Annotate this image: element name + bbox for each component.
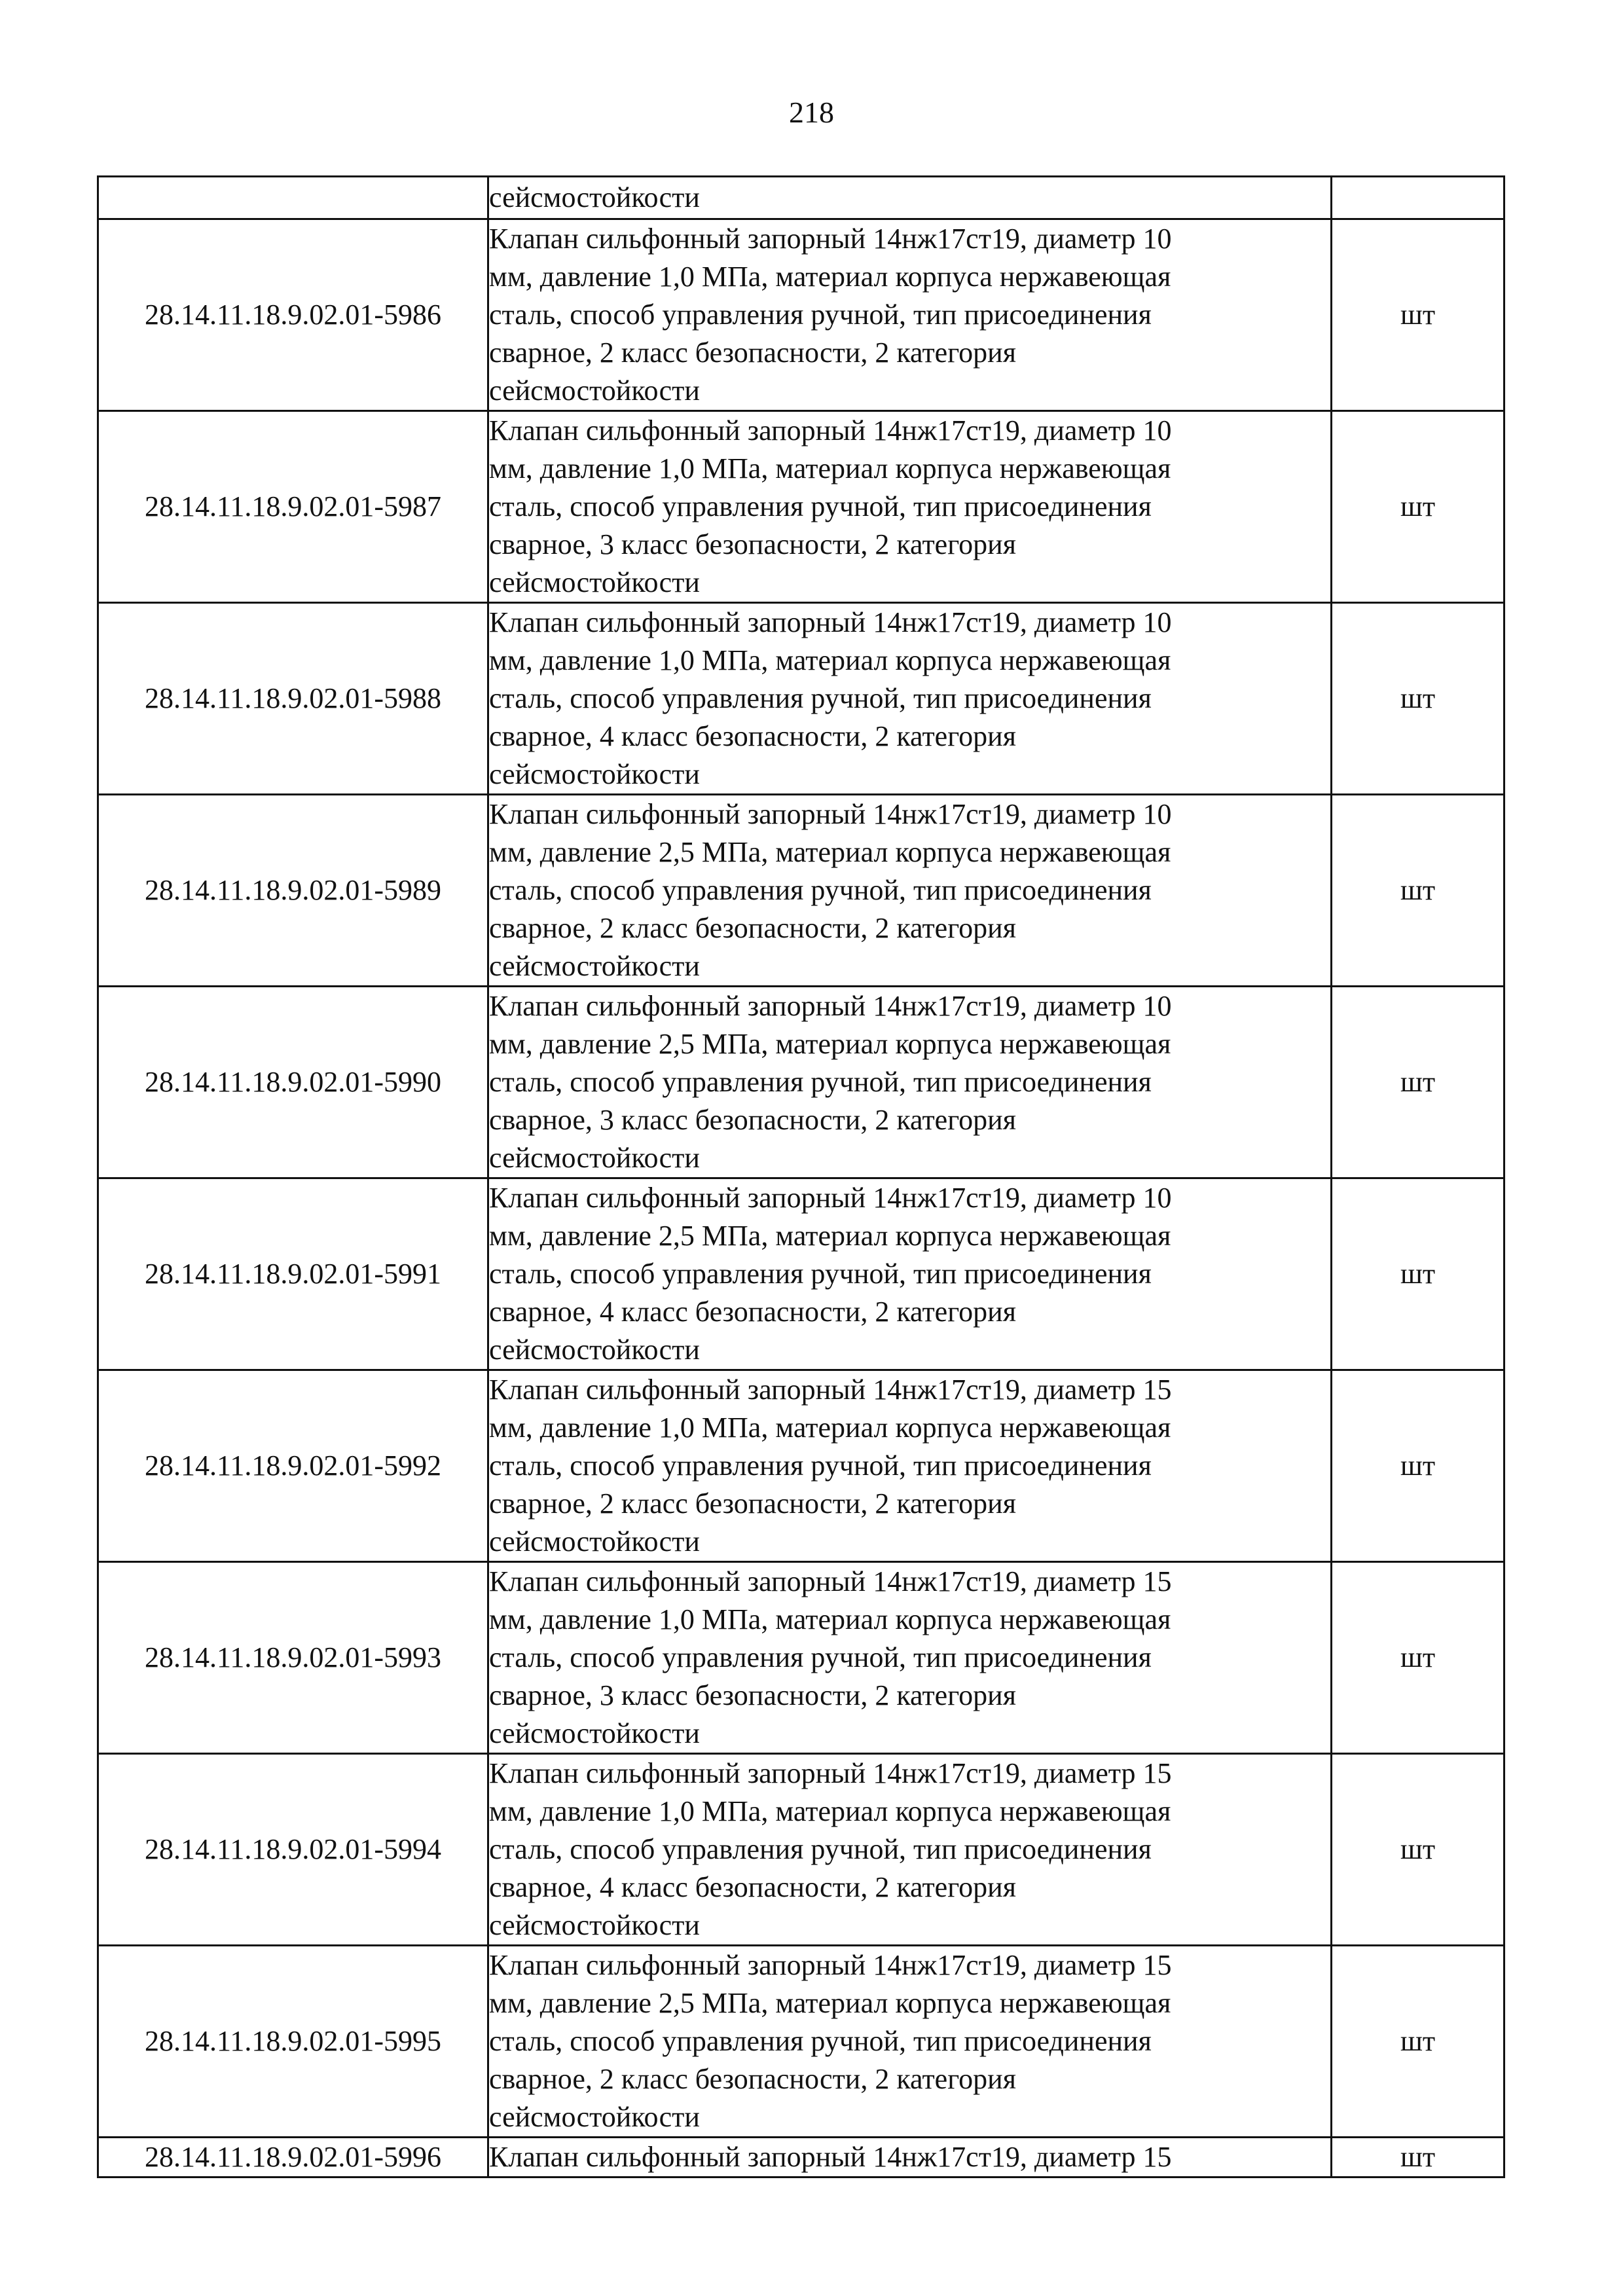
table-row (98, 1370, 1504, 1562)
table-row (98, 1754, 1504, 1946)
item-unit: шт (1332, 2138, 1504, 2178)
table-row (98, 1178, 1504, 1370)
table-row (98, 1562, 1504, 1754)
description-line: сталь, способ управления ручной, тип присоединения (489, 1258, 1152, 1290)
description-line: мм, давление 1,0 МПа, материал корпуса нержавеющая (489, 261, 1171, 293)
description-line: сталь, способ управления ручной, тип присоединения (489, 1833, 1152, 1865)
description-line: мм, давление 1,0 МПа, материал корпуса нержавеющая (489, 1603, 1171, 1635)
description-line: мм, давление 2,5 МПа, материал корпуса нержавеющая (489, 836, 1171, 868)
description-line: сейсмостойкости (489, 1334, 700, 1366)
description-line: мм, давление 2,5 МПа, материал корпуса нержавеющая (489, 1220, 1171, 1252)
item-description (488, 177, 1332, 219)
item-code: 28.14.11.18.9.02.01-5989 (98, 795, 488, 987)
description-line: сварное, 3 класс безопасности, 2 категория (489, 1679, 1016, 1711)
description-line: сейсмостойкости (489, 2101, 700, 2133)
description-line: Клапан сильфонный запорный 14нж17ст19, диаметр 10 (489, 990, 1172, 1022)
table-row (98, 411, 1504, 603)
item-code: 28.14.11.18.9.02.01-5994 (98, 1754, 488, 1946)
item-code: 28.14.11.18.9.02.01-5991 (98, 1178, 488, 1370)
description-line: сварное, 4 класс безопасности, 2 категория (489, 1871, 1016, 1903)
description-line: сталь, способ управления ручной, тип присоединения (489, 682, 1152, 714)
item-code: 28.14.11.18.9.02.01-5993 (98, 1562, 488, 1754)
description-line: Клапан сильфонный запорный 14нж17ст19, диаметр 10 (489, 1182, 1172, 1214)
description-line: Клапан сильфонный запорный 14нж17ст19, диаметр 10 (489, 606, 1172, 638)
item-code: 28.14.11.18.9.02.01-5988 (98, 603, 488, 795)
description-line: мм, давление 1,0 МПа, материал корпуса нержавеющая (489, 644, 1171, 676)
description-line: сварное, 2 класс безопасности, 2 категория (489, 337, 1016, 369)
description-line: сталь, способ управления ручной, тип присоединения (489, 1449, 1152, 1482)
item-unit: шт (1332, 987, 1504, 1178)
item-description (488, 411, 1332, 603)
item-description (488, 1946, 1332, 2138)
item-code: 28.14.11.18.9.02.01-5990 (98, 987, 488, 1178)
item-unit: шт (1332, 1946, 1504, 2138)
description-line: Клапан сильфонный запорный 14нж17ст19, диаметр 15 (489, 2141, 1172, 2173)
description-line: мм, давление 1,0 МПа, материал корпуса нержавеющая (489, 1412, 1171, 1444)
description-line: сейсмостойкости (489, 1142, 700, 1174)
item-description (488, 1178, 1332, 1370)
description-line: мм, давление 1,0 МПа, материал корпуса нержавеющая (489, 1795, 1171, 1827)
description-line: Клапан сильфонный запорный 14нж17ст19, диаметр 15 (489, 1374, 1172, 1406)
catalog-table (97, 175, 1505, 2178)
description-line: сварное, 3 класс безопасности, 2 категория (489, 528, 1016, 560)
description-line: Клапан сильфонный запорный 14нж17ст19, диаметр 15 (489, 1757, 1172, 1789)
item-description (488, 987, 1332, 1178)
description-line: сварное, 4 класс безопасности, 2 категория (489, 1296, 1016, 1328)
item-unit: шт (1332, 219, 1504, 411)
description-line: сейсмостойкости (489, 566, 700, 598)
description-line: сейсмостойкости (489, 374, 700, 407)
table-row (98, 795, 1504, 987)
item-description (488, 1562, 1332, 1754)
item-code: 28.14.11.18.9.02.01-5996 (98, 2138, 488, 2178)
description-line: сталь, способ управления ручной, тип присоединения (489, 874, 1152, 906)
table-row (98, 987, 1504, 1178)
table-row (98, 1946, 1504, 2138)
description-line: сварное, 4 класс безопасности, 2 категория (489, 720, 1016, 752)
item-unit: шт (1332, 603, 1504, 795)
table-row (98, 219, 1504, 411)
description-line: сейсмостойкости (489, 950, 700, 982)
catalog-table-body (98, 177, 1504, 2178)
item-unit: шт (1332, 1562, 1504, 1754)
description-line: мм, давление 2,5 МПа, материал корпуса нержавеющая (489, 1028, 1171, 1060)
description-line: Клапан сильфонный запорный 14нж17ст19, диаметр 10 (489, 223, 1172, 255)
table-row-continuation (98, 177, 1504, 219)
description-line: сейсмостойкости (489, 1525, 700, 1558)
description-line: сейсмостойкости (489, 758, 700, 790)
description-line: сейсмостойкости (489, 181, 700, 213)
description-line: сталь, способ управления ручной, тип присоединения (489, 1066, 1152, 1098)
item-description (488, 2138, 1332, 2178)
item-description (488, 603, 1332, 795)
description-line: сварное, 2 класс безопасности, 2 категория (489, 912, 1016, 944)
item-code: 28.14.11.18.9.02.01-5995 (98, 1946, 488, 2138)
description-line: Клапан сильфонный запорный 14нж17ст19, диаметр 10 (489, 798, 1172, 830)
item-code: 28.14.11.18.9.02.01-5986 (98, 219, 488, 411)
item-unit (1332, 177, 1504, 219)
description-line: сталь, способ управления ручной, тип присоединения (489, 490, 1152, 522)
description-line: Клапан сильфонный запорный 14нж17ст19, диаметр 10 (489, 414, 1172, 446)
description-line: сейсмостойкости (489, 1717, 700, 1749)
item-description (488, 795, 1332, 987)
item-unit: шт (1332, 1754, 1504, 1946)
item-description (488, 219, 1332, 411)
item-unit: шт (1332, 1370, 1504, 1562)
description-line: сварное, 2 класс безопасности, 2 категория (489, 1487, 1016, 1520)
table-row (98, 603, 1504, 795)
table-row-partial (98, 2138, 1504, 2178)
description-line: сталь, способ управления ручной, тип присоединения (489, 299, 1152, 331)
description-line: сталь, способ управления ручной, тип присоединения (489, 1641, 1152, 1673)
item-unit: шт (1332, 1178, 1504, 1370)
item-unit: шт (1332, 411, 1504, 603)
description-line: сталь, способ управления ручной, тип присоединения (489, 2025, 1152, 2057)
item-code: 28.14.11.18.9.02.01-5992 (98, 1370, 488, 1562)
item-code: 28.14.11.18.9.02.01-5987 (98, 411, 488, 603)
description-line: Клапан сильфонный запорный 14нж17ст19, диаметр 15 (489, 1565, 1172, 1597)
description-line: сварное, 3 класс безопасности, 2 категория (489, 1104, 1016, 1136)
description-line: сейсмостойкости (489, 1909, 700, 1941)
item-description (488, 1370, 1332, 1562)
item-unit: шт (1332, 795, 1504, 987)
description-line: сварное, 2 класс безопасности, 2 категория (489, 2063, 1016, 2095)
description-line: мм, давление 1,0 МПа, материал корпуса нержавеющая (489, 452, 1171, 484)
item-description (488, 1754, 1332, 1946)
description-line: Клапан сильфонный запорный 14нж17ст19, диаметр 15 (489, 1949, 1172, 1981)
page-number: 218 (789, 96, 834, 129)
item-code (98, 177, 488, 219)
description-line: мм, давление 2,5 МПа, материал корпуса нержавеющая (489, 1987, 1171, 2019)
